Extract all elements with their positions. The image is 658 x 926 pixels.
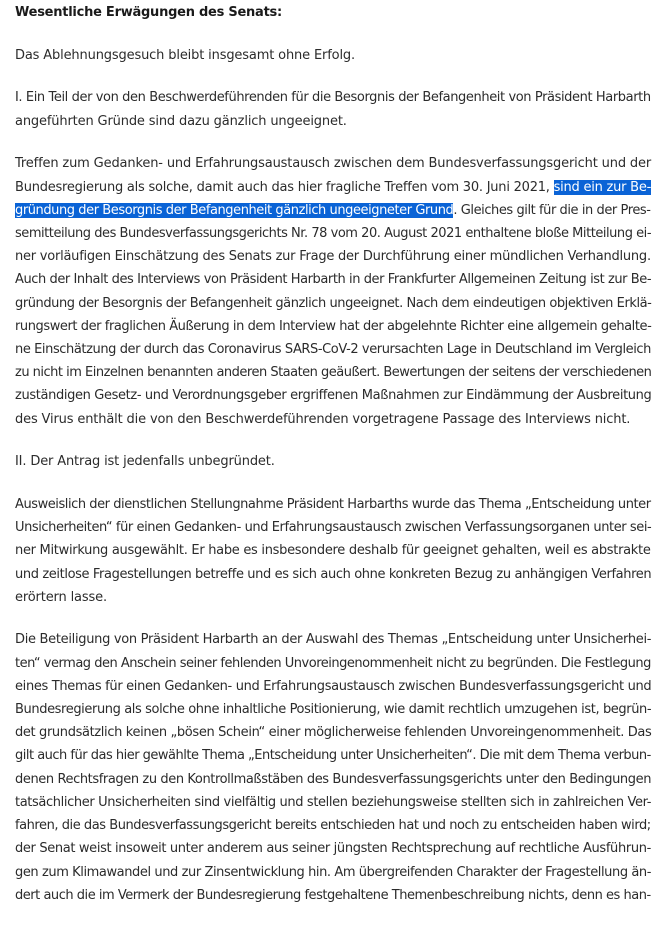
text-line: dert auch die im Vermerk der Bundesregierung festgehaltene Themenbeschreibung nichts, denn es han- (15, 887, 651, 903)
document-body (15, 1, 651, 926)
paragraph-3 (15, 152, 651, 430)
text-line: ne Einschätzung der durch das Coronavirus SARS-CoV-2 verursachten Lage in Deutschland im Vergleich (15, 341, 651, 357)
text-line: Unsicherheiten“ für einen Gedanken- und Erfahrungsaustausch zwischen Verfassungsorganen unter sei- (15, 520, 652, 536)
text-line: rungswert der fraglichen Äußerung in dem Interview hat der abgelehnte Richter eine allgemein gehalte- (15, 318, 652, 334)
text-line: ten“ vermag den Anschein seiner fehlenden Unvoreingenommenheit nicht zu begründen. Die Festlegung (15, 655, 651, 671)
text-line: Treffen zum Gedanken- und Erfahrungsaustausch zwischen dem Bundesverfassungsgericht und der (15, 156, 652, 172)
text-line: zu nicht im Einzelnen benannten anderen Staaten geäußert. Bewertungen der seitens der verschiedenen (15, 365, 652, 381)
text-line: Ausweislich der dienstlichen Stellungnahme Präsident Harbarths wurde das Thema „Entscheidung unter (15, 496, 651, 512)
text-line: gen zum Klimawandel und zur Zinsentwicklung hin. Am übergreifenden Charakter der Fragestellung än- (15, 864, 652, 880)
text-line: zuständigen Gesetz- und Verordnungsgeber ergriffenen Maßnahmen zur Eindämmung der Ausbreitung (15, 388, 652, 404)
text-line: Die Beteiligung von Präsident Harbarth an der Auswahl des Themas „Entscheidung unter Unsicherhei- (15, 632, 652, 648)
text-line: gilt auch für das hier gewählte Thema „Entscheidung unter Unsicherheiten“. Die mit dem Thema verbun- (15, 748, 651, 764)
paragraph-4 (15, 450, 651, 473)
section-heading: Wesentliche Erwägungen des Senats: (15, 5, 282, 20)
text-line (15, 176, 651, 199)
text-line: Auch der Inhalt des Interviews von Präsident Harbarth in der Frankfurter Allgemeinen Zeitung ist zur Be- (15, 272, 652, 288)
text-line: des Virus enthält die von den Beschwerdeführenden vorgetragene Passage des Interviews nicht. (15, 411, 631, 427)
text-line: semitteilung des Bundesverfassungsgerichts Nr. 78 vom 20. August 2021 enthaltene bloße Mitteilung ei- (15, 225, 652, 241)
text-line: gründung der Besorgnis der Befangenheit gänzlich ungeeignet. Nach dem eindeutigen objektiven Erklä- (15, 295, 652, 311)
text-line: Bundesregierung als solche ohne inhaltliche Positionierung, wie damit rechtlich umzugehen ist, begrün- (15, 702, 652, 718)
paragraph-2 (15, 86, 651, 132)
text-line: der Senat weist insoweit unter anderem aus seiner jüngsten Rechtsprechung auf rechtliche Ausführun- (15, 841, 651, 857)
text-line: erörtern lasse. (15, 589, 107, 605)
text-line: fahren, die das Bundesverfassungsgericht bereits entschieden hat und noch zu entscheiden haben wird; (15, 818, 651, 834)
text-line: ner vorläufigen Einschätzung des Senats zur Frage der Durchführung einer mündlichen Verhandlung. (15, 249, 651, 265)
text-span: . Gleiches gilt für die in der Pres- (453, 202, 651, 218)
text-line: I. Ein Teil der von den Beschwerdeführenden für die Besorgnis der Befangenheit von Präsident Harbarth (15, 90, 651, 106)
text-line (15, 199, 651, 222)
text-line: Das Ablehnungsgesuch bleibt insgesamt ohne Erfolg. (15, 47, 356, 63)
text-line: tatsächlicher Unsicherheiten sind vielfältig und stellen beziehungsweise stellten sich in zahlreichen Ver- (15, 794, 652, 810)
paragraph-5 (15, 493, 651, 609)
text-line: denen Rechtsfragen zu den Kontrollmaßstäben des Bundesverfassungsgerichts unter den Bedingungen (15, 771, 652, 787)
selected-text[interactable]: sind ein zur Be- (553, 179, 652, 195)
text-span: Bundesregierung als solche, damit auch das hier fragliche Treffen vom 30. Juni 2021, (15, 179, 554, 195)
text-line: det grundsätzlich keinen „bösen Schein“ einer möglicherweise fehlenden Unvoreingenommenheit. Das (15, 725, 652, 741)
text-line: eines Themas für einen Gedanken- und Erfahrungsaustausch zwischen Bundesverfassungsgericht und (15, 678, 652, 694)
text-line: und zeitlose Fragestellungen betreffe und es sich auch ohne konkreten Bezug zu anhängigen Verfahren (15, 566, 652, 582)
text-line: II. Der Antrag ist jedenfalls unbegründet. (15, 454, 275, 470)
text-line: angeführten Gründe sind dazu gänzlich ungeeignet. (15, 113, 347, 129)
text-line: ner Mitwirkung ausgewählt. Er habe es insbesondere deshalb für geeignet gehalten, weil es abstrakte (15, 543, 651, 559)
paragraph-6 (15, 628, 651, 906)
paragraph-1 (15, 44, 651, 67)
selected-text[interactable]: gründung der Besorgnis der Befangenheit gänzlich ungeeigneter Grund (15, 202, 454, 218)
